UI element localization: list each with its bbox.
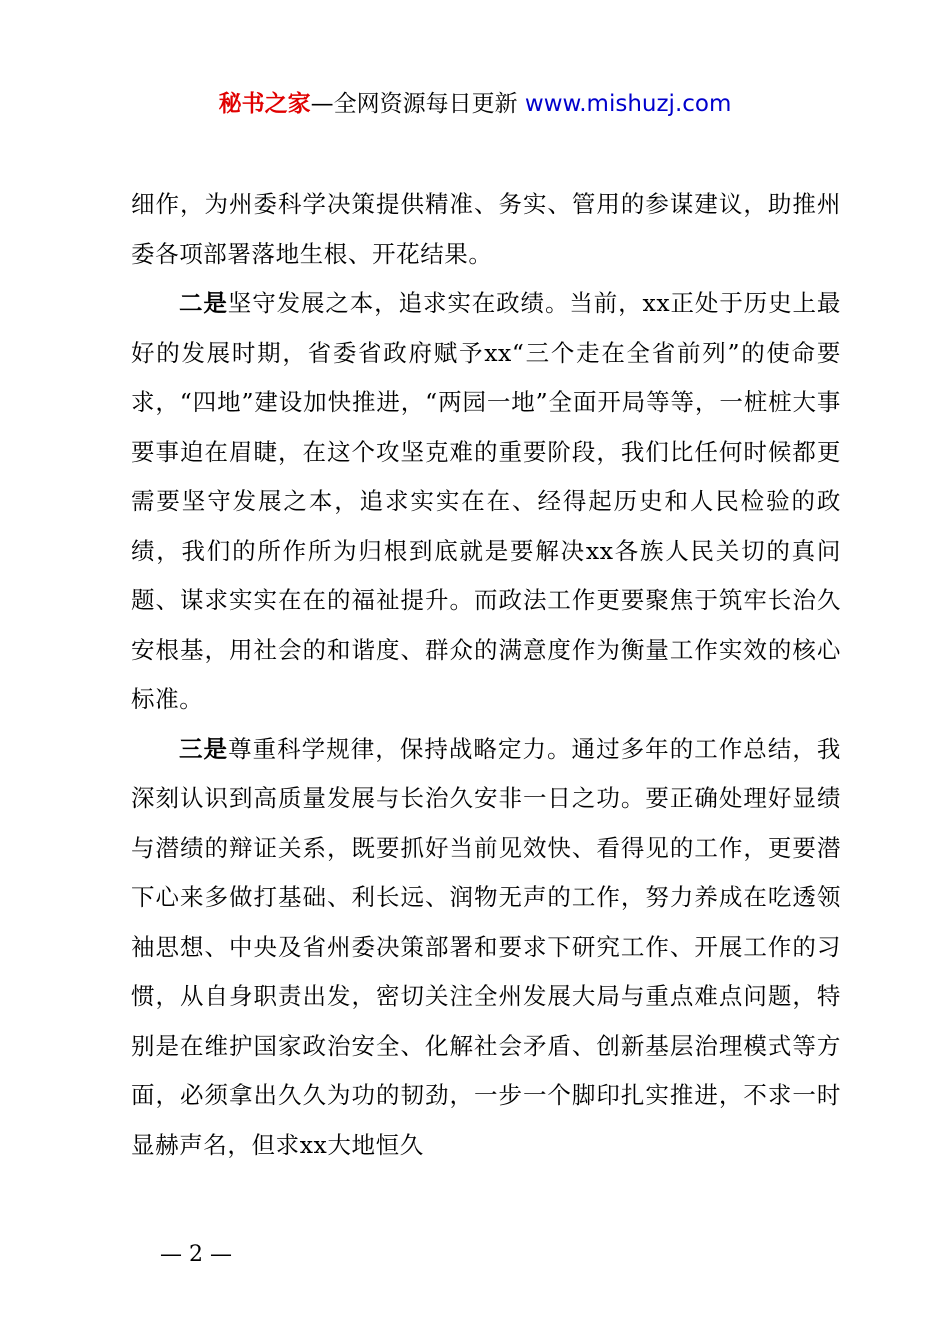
paragraph-text: 坚守发展之本，追求实在政绩。当前，xx正处于历史上最好的发展时期，省委省政府赋予xx“三个走在全省前列”的使命要求，“四地”建设加快推进，“两园一地”全面开局等等，一桩桩大事要事迫在眉睫，在这个攻坚克难的重要阶段，我们比任何时候都更需要坚守发展之本，追求实实在在、经得起历史和人民检验的政绩，我们的所作所为归根到底就是要解决xx各族人民关切的真问题、谋求实实在在的福祉提升。而政法工作更要聚焦于筑牢长治久安根基，用社会的和谐度、群众的满意度作为衡量工作实效的核心标准。 <box>131 289 841 713</box>
paragraph-lead: 二是 <box>179 289 228 317</box>
page-number: — 2 — <box>160 1242 232 1267</box>
site-brand: 秘书之家 <box>218 91 311 117</box>
paragraph-lead: 三是 <box>179 734 229 763</box>
paragraph-text: 细作，为州委科学决策提供精准、务实、管用的参谋建议，助推州委各项部署落地生根、开花结果。 <box>131 190 841 268</box>
site-url[interactable]: www.mishuzj.com <box>524 91 732 117</box>
document-body <box>131 180 841 1170</box>
site-tagline: —全网资源每日更新 <box>310 91 518 117</box>
site-header <box>0 88 950 120</box>
paragraph-point-two <box>131 279 841 725</box>
paragraph-point-three <box>131 725 841 1171</box>
paragraph-continuation <box>131 180 841 279</box>
paragraph-text: 尊重科学规律，保持战略定力。通过多年的工作总结，我深刻认识到高质量发展与长治久安非一日之功。要正确处理好显绩与潜绩的辩证关系，既要抓好当前见效快、看得见的工作，更要潜下心来多做打基础、利长远、润物无声的工作，努力养成在吃透领袖思想、中央及省州委决策部署和要求下研究工作、开展工作的习惯，从自身职责出发，密切关注全州发展大局与重点难点问题，特别是在维护国家政治安全、化解社会矛盾、创新基层治理模式等方面，必须拿出久久为功的韧劲，一步一个脚印扎实推进，不求一时显赫声名，但求xx大地恒久 <box>131 734 842 1159</box>
